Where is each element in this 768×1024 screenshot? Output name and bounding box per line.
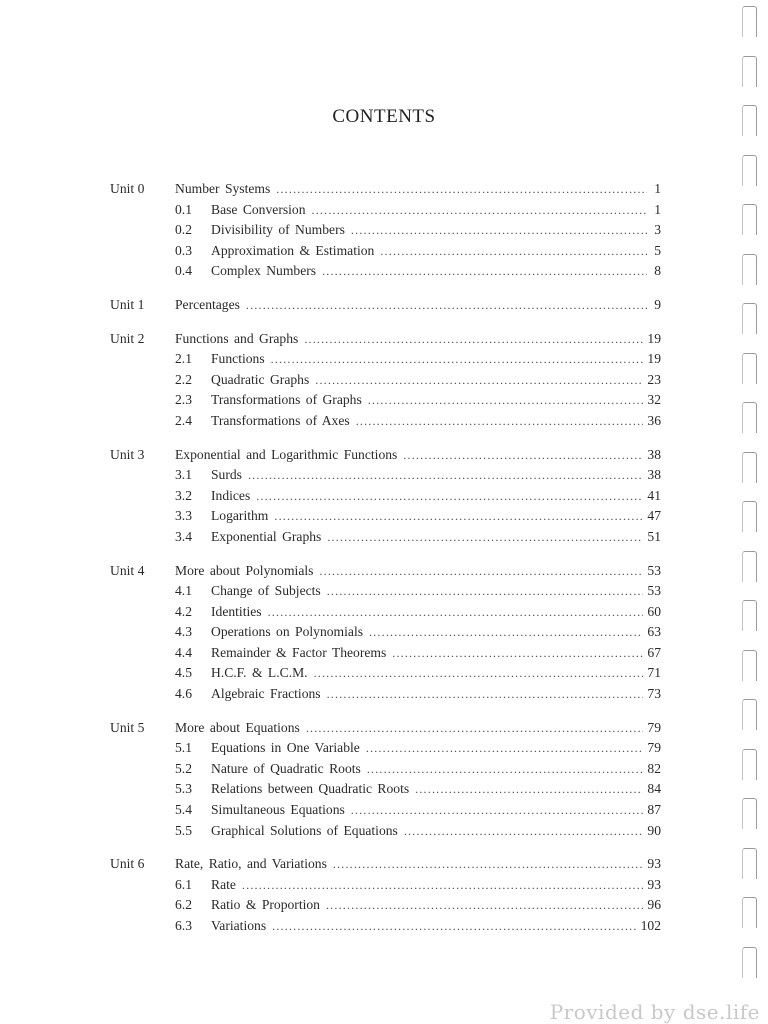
section-entry xyxy=(211,602,661,623)
dot-leader xyxy=(312,200,647,221)
section-number: 5.1 xyxy=(175,740,192,756)
section-number: 0.2 xyxy=(175,222,192,238)
binder-ring xyxy=(742,353,757,384)
section-entry xyxy=(211,622,661,643)
toc-unit xyxy=(0,718,768,842)
section-entry xyxy=(211,411,661,432)
page-number: 96 xyxy=(647,897,661,913)
page-number: 41 xyxy=(647,487,661,503)
section-title: H.C.F. & L.C.M. xyxy=(211,665,308,681)
section-entry xyxy=(211,643,661,664)
binder-ring xyxy=(742,303,757,334)
page-number: 23 xyxy=(647,371,661,387)
section-title: Divisibility of Numbers xyxy=(211,222,345,238)
page-number: 53 xyxy=(647,583,661,599)
dot-leader xyxy=(366,738,644,759)
unit-title: Exponential and Logarithmic Functions xyxy=(175,446,398,462)
page-number: 71 xyxy=(647,665,661,681)
unit-entry xyxy=(175,179,661,200)
dot-leader xyxy=(271,349,644,370)
page-number: 51 xyxy=(647,528,661,544)
toc-unit xyxy=(0,854,768,936)
dot-leader xyxy=(415,779,643,800)
section-title: Transformations of Graphs xyxy=(211,392,362,408)
binder-ring xyxy=(742,254,757,285)
toc-section-row[interactable] xyxy=(0,738,768,759)
toc-section-row[interactable] xyxy=(0,527,768,548)
page-number: 79 xyxy=(647,719,661,735)
page-number: 84 xyxy=(647,781,661,797)
toc-section-row[interactable] xyxy=(0,821,768,842)
binder-rings xyxy=(728,0,768,1024)
binder-ring xyxy=(742,105,757,136)
unit-entry xyxy=(175,329,661,350)
binder-ring xyxy=(742,699,757,730)
toc-unit xyxy=(0,445,768,548)
section-number: 2.4 xyxy=(175,412,192,428)
dot-leader xyxy=(392,643,643,664)
dot-leader xyxy=(268,602,644,623)
section-title: Simultaneous Equations xyxy=(211,802,345,818)
toc-section-row[interactable] xyxy=(0,779,768,800)
binder-ring xyxy=(742,749,757,780)
toc-section-row[interactable] xyxy=(0,349,768,370)
toc-section-row[interactable] xyxy=(0,800,768,821)
section-entry xyxy=(211,241,661,262)
unit-title: Percentages xyxy=(175,296,240,312)
toc-section-row[interactable] xyxy=(0,663,768,684)
toc-section-row[interactable] xyxy=(0,370,768,391)
binder-ring xyxy=(742,402,757,433)
page-number: 38 xyxy=(647,446,661,462)
section-number: 2.2 xyxy=(175,371,192,387)
binder-ring xyxy=(742,947,757,978)
section-number: 4.4 xyxy=(175,644,192,660)
section-number: 4.1 xyxy=(175,583,192,599)
page-number: 90 xyxy=(647,822,661,838)
binder-ring xyxy=(742,204,757,235)
section-number: 6.1 xyxy=(175,876,192,892)
toc-unit xyxy=(0,329,768,432)
unit-label: Unit 5 xyxy=(110,719,145,735)
binder-ring xyxy=(742,56,757,87)
page-number: 1 xyxy=(654,201,661,217)
section-entry xyxy=(211,895,661,916)
toc-section-row[interactable] xyxy=(0,684,768,705)
dot-leader xyxy=(256,486,643,507)
page-number: 1 xyxy=(654,181,661,196)
section-number: 2.3 xyxy=(175,392,192,408)
section-entry xyxy=(211,916,661,937)
dot-leader xyxy=(304,329,643,350)
unit-title: Functions and Graphs xyxy=(175,330,299,346)
section-number: 0.4 xyxy=(175,263,192,279)
unit-label: Unit 0 xyxy=(110,181,145,196)
section-title: Operations on Polynomials xyxy=(211,624,364,640)
toc-section-row[interactable] xyxy=(0,506,768,527)
section-title: Approximation & Estimation xyxy=(211,242,375,258)
page-number: 8 xyxy=(654,263,661,279)
dot-leader xyxy=(403,445,643,466)
section-entry xyxy=(211,390,661,411)
dot-leader xyxy=(315,370,643,391)
page-number: 87 xyxy=(647,802,661,818)
page-number: 9 xyxy=(654,296,661,312)
page-number: 19 xyxy=(647,351,661,367)
page-number: 82 xyxy=(647,760,661,776)
section-entry xyxy=(211,779,661,800)
section-number: 5.2 xyxy=(175,760,192,776)
dot-leader xyxy=(326,895,643,916)
binder-ring xyxy=(742,848,757,879)
binder-ring xyxy=(742,155,757,186)
unit-label: Unit 4 xyxy=(110,562,145,578)
page-number: 32 xyxy=(647,392,661,408)
unit-entry xyxy=(175,718,661,739)
page-number: 3 xyxy=(654,222,661,238)
dot-leader xyxy=(368,390,644,411)
section-entry xyxy=(211,506,661,527)
page-number: 73 xyxy=(647,686,661,702)
section-entry xyxy=(211,200,661,221)
toc-unit xyxy=(0,179,768,282)
section-title: Variations xyxy=(211,918,267,933)
toc-unit-row[interactable] xyxy=(0,854,768,875)
page-number: 63 xyxy=(647,624,661,640)
toc-unit-row[interactable] xyxy=(0,295,768,316)
section-entry xyxy=(211,465,661,486)
dot-leader xyxy=(404,821,644,842)
page-number: 102 xyxy=(640,918,661,933)
unit-title: Number Systems xyxy=(175,181,271,196)
unit-entry xyxy=(175,854,661,875)
section-number: 2.1 xyxy=(175,351,192,367)
dot-leader xyxy=(246,295,647,316)
dot-leader xyxy=(306,718,644,739)
section-number: 3.3 xyxy=(175,508,192,524)
toc-section-row[interactable] xyxy=(0,465,768,486)
section-entry xyxy=(211,821,661,842)
page-number: 67 xyxy=(647,644,661,660)
toc-section-row[interactable] xyxy=(0,411,768,432)
page-number: 93 xyxy=(647,876,661,892)
toc-unit-row[interactable] xyxy=(0,561,768,582)
binder-ring xyxy=(742,6,757,37)
section-number: 0.3 xyxy=(175,242,192,258)
unit-label: Unit 6 xyxy=(110,856,145,872)
page-number: 93 xyxy=(647,856,661,872)
dot-leader xyxy=(327,581,644,602)
toc-section-row[interactable] xyxy=(0,261,768,282)
dot-leader xyxy=(333,854,644,875)
dot-leader xyxy=(356,411,644,432)
section-entry xyxy=(211,581,661,602)
section-number: 0.1 xyxy=(175,201,192,217)
section-number: 6.2 xyxy=(175,897,192,913)
section-number: 4.6 xyxy=(175,686,192,702)
section-title: Functions xyxy=(211,351,265,367)
section-entry xyxy=(211,738,661,759)
toc-section-row[interactable] xyxy=(0,643,768,664)
binder-ring xyxy=(742,452,757,483)
toc-section-row[interactable] xyxy=(0,220,768,241)
section-entry xyxy=(211,261,661,282)
unit-label: Unit 1 xyxy=(110,296,145,312)
dot-leader xyxy=(380,241,647,262)
unit-title: More about Equations xyxy=(175,719,300,735)
section-title: Quadratic Graphs xyxy=(211,371,310,387)
section-entry xyxy=(211,684,661,705)
section-title: Algebraic Fractions xyxy=(211,686,321,702)
section-entry xyxy=(211,220,661,241)
dot-leader xyxy=(351,800,644,821)
section-title: Graphical Solutions of Equations xyxy=(211,822,398,838)
section-title: Transformations of Axes xyxy=(211,412,350,428)
section-number: 3.2 xyxy=(175,487,192,503)
dot-leader xyxy=(351,220,647,241)
section-number: 4.2 xyxy=(175,603,192,619)
page-number: 38 xyxy=(647,467,661,483)
toc-section-row[interactable] xyxy=(0,581,768,602)
page-number: 47 xyxy=(647,508,661,524)
section-entry xyxy=(211,875,661,896)
unit-title: More about Polynomials xyxy=(175,562,314,578)
section-entry xyxy=(211,370,661,391)
dot-leader xyxy=(274,506,643,527)
section-number: 6.3 xyxy=(175,918,192,933)
binder-ring xyxy=(742,897,757,928)
page-title: CONTENTS xyxy=(332,106,436,127)
section-number: 5.3 xyxy=(175,781,192,797)
page-number: 60 xyxy=(647,603,661,619)
unit-entry xyxy=(175,295,661,316)
dot-leader xyxy=(272,916,636,937)
section-title: Surds xyxy=(211,467,242,483)
dot-leader xyxy=(248,465,643,486)
toc-section-row[interactable] xyxy=(0,241,768,262)
toc-section-row[interactable] xyxy=(0,602,768,623)
watermark: Provided by dse.life xyxy=(549,1000,760,1024)
toc-section-row[interactable] xyxy=(0,916,768,937)
section-entry xyxy=(211,759,661,780)
section-title: Relations between Quadratic Roots xyxy=(211,781,410,797)
section-number: 3.1 xyxy=(175,467,192,483)
section-title: Remainder & Factor Theorems xyxy=(211,644,387,660)
unit-entry xyxy=(175,561,661,582)
toc-section-row[interactable] xyxy=(0,486,768,507)
toc-unit xyxy=(0,295,768,316)
table-of-contents xyxy=(0,179,768,950)
dot-leader xyxy=(242,875,643,896)
dot-leader xyxy=(322,261,647,282)
section-title: Identities xyxy=(211,603,262,619)
toc-section-row[interactable] xyxy=(0,895,768,916)
section-number: 5.5 xyxy=(175,822,192,838)
unit-title: Rate, Ratio, and Variations xyxy=(175,856,327,872)
section-title: Exponential Graphs xyxy=(211,528,322,544)
section-entry xyxy=(211,486,661,507)
toc-unit-row[interactable] xyxy=(0,179,768,200)
section-entry xyxy=(211,527,661,548)
binder-ring xyxy=(742,600,757,631)
unit-label: Unit 2 xyxy=(110,330,145,346)
toc-unit-row[interactable] xyxy=(0,718,768,739)
toc-section-row[interactable] xyxy=(0,200,768,221)
section-entry xyxy=(211,349,661,370)
binder-ring xyxy=(742,551,757,582)
section-entry xyxy=(211,800,661,821)
page-number: 79 xyxy=(647,740,661,756)
section-title: Ratio & Proportion xyxy=(211,897,320,913)
section-number: 5.4 xyxy=(175,802,192,818)
section-title: Nature of Quadratic Roots xyxy=(211,760,361,776)
page-number: 36 xyxy=(647,412,661,428)
section-title: Rate xyxy=(211,876,236,892)
unit-label: Unit 3 xyxy=(110,446,145,462)
toc-unit-row[interactable] xyxy=(0,445,768,466)
dot-leader xyxy=(327,527,643,548)
section-title: Equations in One Variable xyxy=(211,740,360,756)
unit-entry xyxy=(175,445,661,466)
dot-leader xyxy=(314,663,644,684)
toc-section-row[interactable] xyxy=(0,622,768,643)
page-number: 53 xyxy=(647,562,661,578)
section-number: 4.3 xyxy=(175,624,192,640)
section-entry xyxy=(211,663,661,684)
dot-leader xyxy=(369,622,643,643)
dot-leader xyxy=(367,759,644,780)
toc-section-row[interactable] xyxy=(0,875,768,896)
page-number: 19 xyxy=(647,330,661,346)
section-title: Base Conversion xyxy=(211,201,306,217)
toc-unit xyxy=(0,561,768,705)
binder-ring xyxy=(742,798,757,829)
dot-leader xyxy=(276,179,647,200)
binder-ring xyxy=(742,501,757,532)
section-number: 4.5 xyxy=(175,665,192,681)
section-number: 3.4 xyxy=(175,528,192,544)
section-title: Indices xyxy=(211,487,251,503)
section-title: Complex Numbers xyxy=(211,263,317,279)
section-title: Change of Subjects xyxy=(211,583,321,599)
section-title: Logarithm xyxy=(211,508,269,524)
dot-leader xyxy=(319,561,643,582)
toc-section-row[interactable] xyxy=(0,390,768,411)
toc-unit-row[interactable] xyxy=(0,329,768,350)
binder-ring xyxy=(742,650,757,681)
page-number: 5 xyxy=(654,242,661,258)
dot-leader xyxy=(327,684,644,705)
toc-section-row[interactable] xyxy=(0,759,768,780)
